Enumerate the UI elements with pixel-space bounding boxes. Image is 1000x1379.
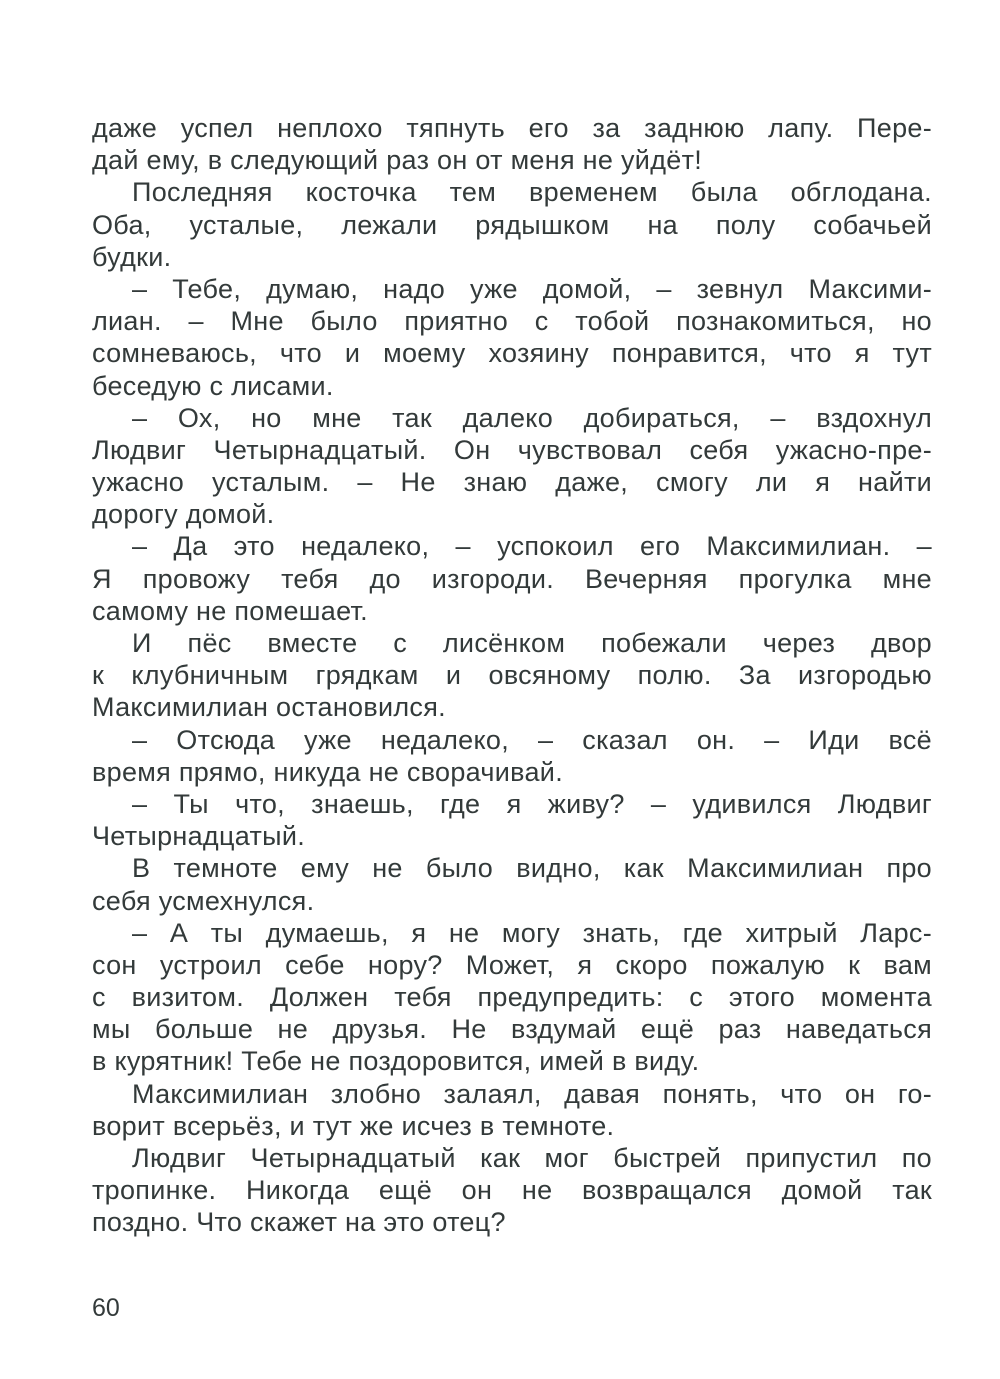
text-line: ужасно усталым. – Не знаю даже, смогу ли я найти (92, 467, 932, 498)
text-line: сомневаюсь, что и моему хозяину понравится, что я тут (92, 338, 932, 369)
text-line: себя усмехнулся. (92, 885, 315, 916)
text-line: Последняя косточка тем временем была обглодана. (132, 177, 932, 208)
text-line: тропинке. Никогда ещё он не возвращался домой так (92, 1175, 932, 1206)
text-line: дорогу домой. (92, 499, 275, 530)
text-line: Я провожу тебя до изгороди. Вечерняя прогулка мне (92, 563, 932, 594)
text-line: Максимилиан злобно залаял, давая понять, что он го- (132, 1078, 932, 1109)
text-line: самому не помешает. (92, 595, 368, 626)
text-line: время прямо, никуда не сворачивай. (92, 756, 563, 787)
text-line: В темноте ему не было видно, как Максимилиан про (132, 853, 932, 884)
text-line: дай ему, в следующий раз он от меня не уйдёт! (92, 145, 703, 176)
text-line: И пёс вместе с лисёнком побежали через двор (132, 628, 932, 658)
text-line: будки. (92, 241, 172, 272)
text-line: Четырнадцатый. (92, 821, 306, 852)
text-line: Людвиг Четырнадцатый как мог быстрей припустил по (132, 1143, 932, 1173)
text-line: Людвиг Четырнадцатый. Он чувствовал себя ужасно-пре- (92, 434, 932, 465)
text-line: – Да это недалеко, – успокоил его Максимилиан. – (132, 531, 932, 562)
text-line: – Ох, но мне так далеко добираться, – вздохнул (132, 402, 932, 433)
text-line: к клубничным грядкам и овсяному полю. За изгородью (92, 660, 932, 691)
text-line: в курятник! Тебе не поздоровится, имей в виду. (92, 1046, 700, 1077)
text-line: – Отсюда уже недалеко, – сказал он. – Иди всё (132, 724, 932, 755)
text-line: лиан. – Мне было приятно с тобой познакомиться, но (92, 306, 932, 337)
text-line: – Ты что, знаешь, где я живу? – удивился Людвиг (132, 788, 932, 819)
text-line: ворит всерьёз, и тут же исчез в темноте. (92, 1110, 615, 1141)
text-line: поздно. Что скажет на это отец? (92, 1207, 506, 1238)
text-line: даже успел неплохо тяпнуть его за заднюю лапу. Пере- (92, 113, 932, 143)
text-line: – А ты думаешь, я не могу знать, где хитрый Ларс- (132, 917, 932, 948)
text-line: с визитом. Должен тебя предупредить: с этого момента (92, 982, 932, 1013)
text-line: сон устроил себе нору? Может, я скоро пожалую к вам (92, 949, 932, 980)
text-line: Максимилиан остановился. (92, 692, 446, 723)
body-text (92, 112, 932, 1239)
text-line: – Тебе, думаю, надо уже домой, – зевнул Максими- (132, 273, 932, 304)
text-line: мы больше не друзья. Не вздумай ещё раз наведаться (92, 1014, 932, 1045)
page-number: 60 (92, 1294, 120, 1322)
text-line: беседую с лисами. (92, 370, 334, 401)
text-line: Оба, усталые, лежали рядышком на полу собачьей (92, 209, 932, 240)
